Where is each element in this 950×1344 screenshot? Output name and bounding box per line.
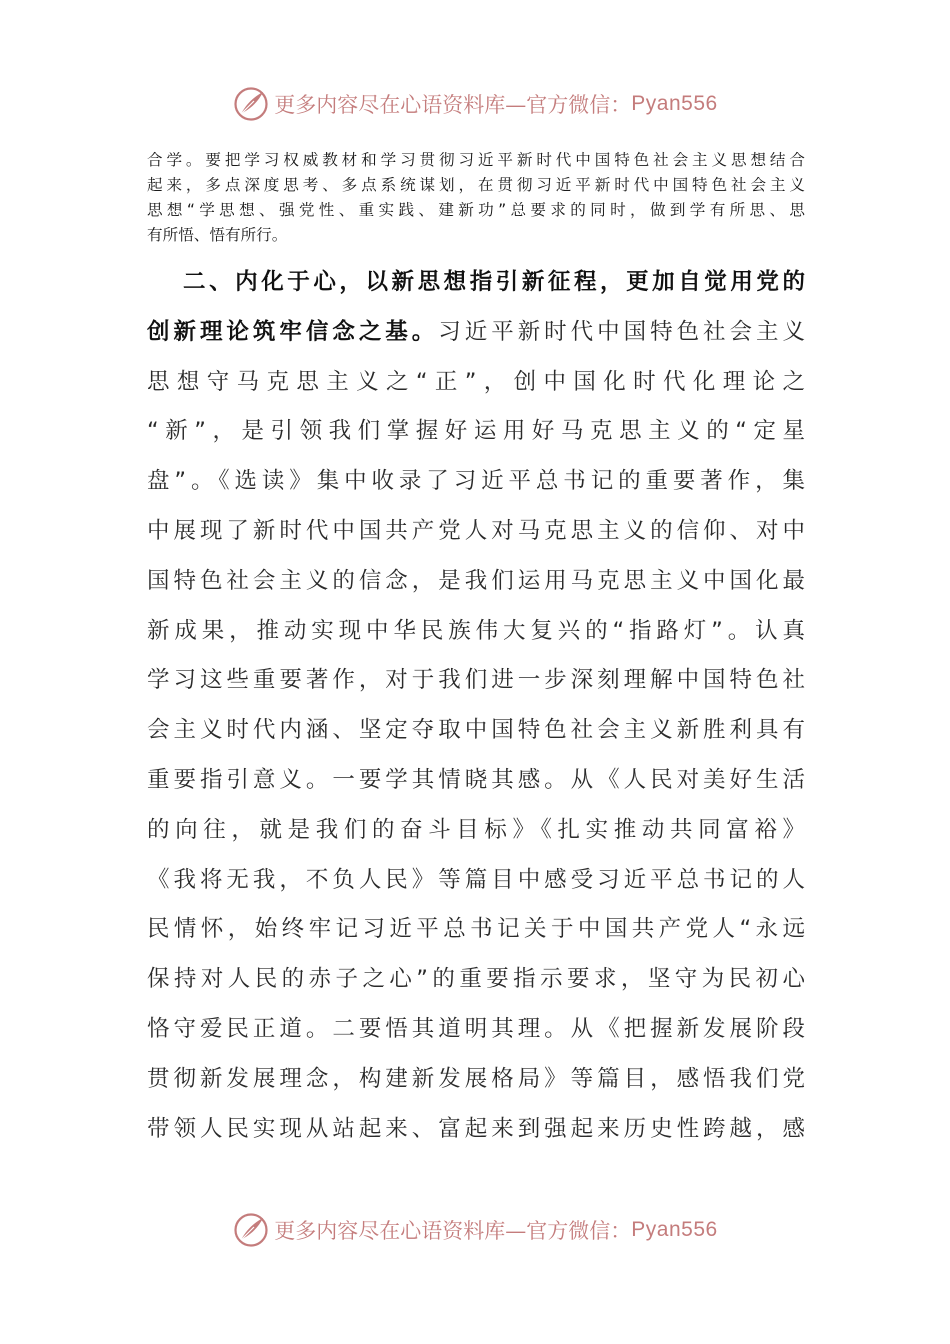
body-line: 的向往，就是我们的奋斗目标》《扎实推动共同富裕》: [147, 816, 805, 843]
watermark-footer: [0, 1210, 950, 1250]
body-line: 学习这些重要著作，对于我们进一步深刻理解中国特色社: [147, 667, 805, 694]
intro-line: 合学。要把学习权威教材和学习贯彻习近平新时代中国特色社会主义思想结合: [147, 151, 805, 169]
watermark-text: 更多内容尽在心语资料库—官方微信：: [274, 93, 632, 117]
body-line: [147, 308, 805, 358]
body-line: 恪守爱民正道。二要悟其道明其理。从《把握新发展阶段: [147, 1015, 805, 1042]
section-heading-line: [147, 258, 805, 308]
body-text: 习近平新时代中国特色社会主义: [438, 318, 805, 345]
section-heading-continuation: 创新理论筑牢信念之基。: [147, 318, 439, 345]
intro-paragraph: [147, 148, 805, 248]
body-line: 盘”。《选读》集中收录了习近平总书记的重要著作，集: [147, 468, 805, 495]
body-line: 中展现了新时代中国共产党人对马克思主义的信仰、对中: [147, 517, 805, 544]
body-line: 重要指引意义。一要学其情晓其感。从《人民对美好生活: [147, 766, 805, 793]
watermark-text: 更多内容尽在心语资料库—官方微信：: [274, 1219, 632, 1243]
body-line: 会主义时代内涵、坚定夺取中国特色社会主义新胜利具有: [147, 717, 805, 744]
quill-logo-icon: [232, 85, 270, 123]
body-line: “新”，是引领我们掌握好运用好马克思主义的“定星: [147, 418, 805, 445]
body-line: 带领人民实现从站起来、富起来到强起来历史性跨越，感: [147, 1115, 805, 1142]
intro-line: 有所悟、悟有所行。: [147, 226, 288, 244]
body-line: 《我将无我，不负人民》等篇目中感受习近平总书记的人: [147, 866, 805, 893]
intro-line: 思想“学思想、强党性、重实践、建新功”总要求的同时，做到学有所思、思: [147, 201, 805, 219]
section-heading: 二、内化于心，以新思想指引新征程，更加自觉用党的: [183, 269, 805, 295]
watermark-handle: Pyan556: [631, 1218, 718, 1241]
intro-line: 起来，多点深度思考、多点系统谋划，在贯彻习近平新时代中国特色社会主义: [147, 176, 805, 194]
body-line: 贯彻新发展理念，构建新发展格局》等篇目，感悟我们党: [147, 1065, 805, 1092]
section-two: [147, 258, 805, 1154]
body-line: 民情怀，始终牢记习近平总书记关于中国共产党人“永远: [147, 916, 805, 943]
body-line: 新成果，推动实现中华民族伟大复兴的“指路灯”。认真: [147, 617, 805, 644]
quill-logo-icon: [232, 1211, 270, 1249]
body-line: 思想守马克思主义之“正”，创中国化时代化理论之: [147, 368, 805, 395]
body-line: 国特色社会主义的信念，是我们运用马克思主义中国化最: [147, 567, 805, 594]
body-line: 保持对人民的赤子之心”的重要指示要求，坚守为民初心: [147, 966, 805, 993]
watermark-header: [0, 84, 950, 124]
watermark-handle: Pyan556: [631, 92, 718, 115]
